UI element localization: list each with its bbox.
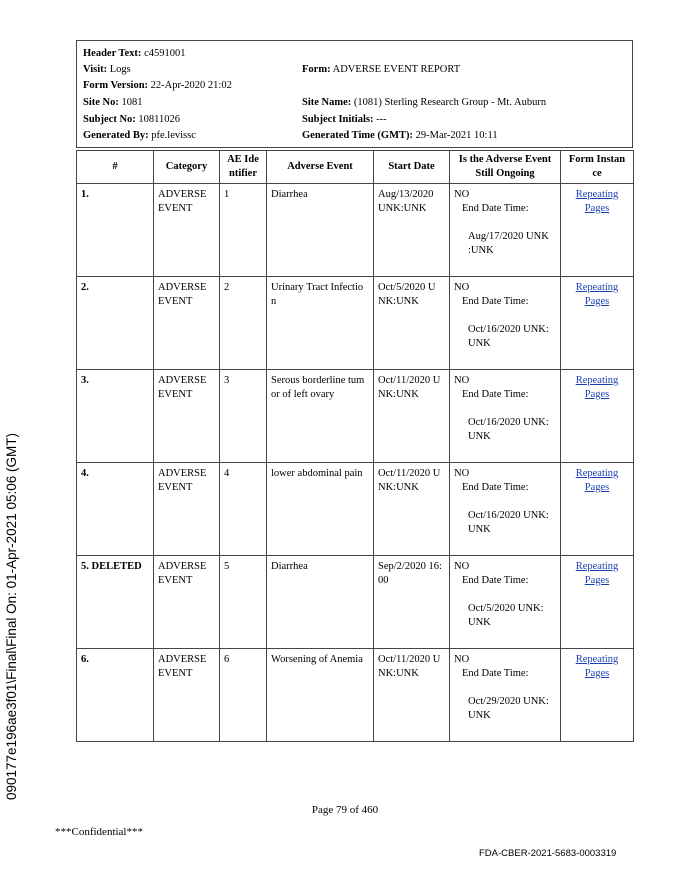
repeating-pages-link[interactable]: Repeating Pages bbox=[575, 561, 619, 586]
row-start-date: Oct/11/2020 U NK:UNK bbox=[374, 463, 450, 556]
row-end-date-value: Oct/16/2020 UNK: UNK bbox=[468, 510, 549, 535]
row-form-instance bbox=[561, 463, 634, 556]
row-ongoing-cell bbox=[450, 277, 561, 370]
column-header-start-date: Start Date bbox=[374, 151, 450, 184]
column-header-form-instance: Form Instan ce bbox=[561, 151, 634, 184]
row-category: ADVERSE EVENT bbox=[154, 649, 220, 742]
row-ongoing-cell bbox=[450, 463, 561, 556]
row-end-date-label: End Date Time: bbox=[462, 668, 529, 679]
row-category: ADVERSE EVENT bbox=[154, 277, 220, 370]
column-header-category: Category bbox=[154, 151, 220, 184]
row-adverse-event: Diarrhea bbox=[267, 184, 374, 277]
row-end-date-value: Oct/16/2020 UNK: UNK bbox=[468, 324, 549, 349]
row-end-date-label: End Date Time: bbox=[462, 575, 529, 586]
column-header-ae-identifier: AE Ide ntifier bbox=[220, 151, 267, 184]
row-start-date: Aug/13/2020 UNK:UNK bbox=[374, 184, 450, 277]
row-category: ADVERSE EVENT bbox=[154, 556, 220, 649]
table-row bbox=[77, 463, 634, 556]
row-adverse-event: Urinary Tract Infectio n bbox=[267, 277, 374, 370]
row-number: 2. bbox=[77, 277, 154, 370]
side-stamp: 090177e196ae3f01\Final\Final On: 01-Apr-2021 05:06 (GMT) bbox=[4, 433, 19, 800]
row-ae-identifier: 5 bbox=[220, 556, 267, 649]
row-ongoing-value: NO bbox=[454, 189, 470, 200]
row-ongoing-value: NO bbox=[454, 282, 470, 293]
repeating-pages-link[interactable]: Repeating Pages bbox=[575, 375, 619, 400]
column-header-still-ongoing: Is the Adverse Event Still Ongoing bbox=[450, 151, 561, 184]
repeating-pages-link[interactable]: Repeating Pages bbox=[575, 468, 619, 493]
row-ongoing-cell bbox=[450, 184, 561, 277]
form-version-field: Form Version: 22-Apr-2020 21:02 bbox=[83, 80, 232, 91]
row-ae-identifier: 2 bbox=[220, 277, 267, 370]
page-number: Page 79 of 460 bbox=[311, 804, 379, 816]
row-ongoing-value: NO bbox=[454, 468, 470, 479]
row-number: 3. bbox=[77, 370, 154, 463]
row-number: 6. bbox=[77, 649, 154, 742]
row-end-date-value: Oct/16/2020 UNK: UNK bbox=[468, 417, 549, 442]
adverse-event-table bbox=[76, 150, 634, 742]
site-no-field: Site No: 1081 bbox=[83, 97, 143, 108]
report-header bbox=[76, 40, 633, 148]
row-number: 4. bbox=[77, 463, 154, 556]
row-form-instance bbox=[561, 649, 634, 742]
visit-field: Visit: Logs bbox=[83, 64, 131, 75]
table-header-row bbox=[77, 151, 634, 184]
table-row bbox=[77, 556, 634, 649]
row-start-date: Oct/5/2020 U NK:UNK bbox=[374, 277, 450, 370]
row-adverse-event: Worsening of Anemia bbox=[267, 649, 374, 742]
row-end-date-label: End Date Time: bbox=[462, 296, 529, 307]
row-end-date-value: Oct/5/2020 UNK: UNK bbox=[468, 603, 544, 628]
row-ae-identifier: 6 bbox=[220, 649, 267, 742]
repeating-pages-link[interactable]: Repeating Pages bbox=[575, 282, 619, 307]
row-start-date: Sep/2/2020 16: 00 bbox=[374, 556, 450, 649]
table-row bbox=[77, 184, 634, 277]
confidential-label: ***Confidential*** bbox=[55, 826, 143, 838]
row-ae-identifier: 1 bbox=[220, 184, 267, 277]
subject-no-field: Subject No: 10811026 bbox=[83, 114, 181, 125]
row-ongoing-cell bbox=[450, 649, 561, 742]
generated-by-field: Generated By: pfe.levissc bbox=[83, 130, 196, 141]
subject-initials-field: Subject Initials: --- bbox=[302, 114, 387, 125]
row-ongoing-value: NO bbox=[454, 561, 470, 572]
header-text-field: Header Text: c4591001 bbox=[83, 48, 186, 59]
row-ongoing-cell bbox=[450, 370, 561, 463]
row-end-date-value: Aug/17/2020 UNK :UNK bbox=[468, 231, 549, 256]
column-header-number: # bbox=[77, 151, 154, 184]
row-ongoing-value: NO bbox=[454, 654, 470, 665]
row-category: ADVERSE EVENT bbox=[154, 184, 220, 277]
table-row bbox=[77, 277, 634, 370]
row-ongoing-value: NO bbox=[454, 375, 470, 386]
row-ongoing-cell bbox=[450, 556, 561, 649]
row-ae-identifier: 4 bbox=[220, 463, 267, 556]
row-number: 1. bbox=[77, 184, 154, 277]
generated-time-field: Generated Time (GMT): 29-Mar-2021 10:11 bbox=[302, 130, 498, 141]
row-form-instance bbox=[561, 277, 634, 370]
row-form-instance bbox=[561, 370, 634, 463]
row-end-date-label: End Date Time: bbox=[462, 389, 529, 400]
table-row bbox=[77, 370, 634, 463]
repeating-pages-link[interactable]: Repeating Pages bbox=[575, 189, 619, 214]
row-category: ADVERSE EVENT bbox=[154, 370, 220, 463]
row-category: ADVERSE EVENT bbox=[154, 463, 220, 556]
repeating-pages-link[interactable]: Repeating Pages bbox=[575, 654, 619, 679]
row-start-date: Oct/11/2020 U NK:UNK bbox=[374, 370, 450, 463]
form-field: Form: ADVERSE EVENT REPORT bbox=[302, 64, 461, 75]
document-id: FDA-CBER-2021-5683-0003319 bbox=[479, 848, 617, 859]
row-form-instance bbox=[561, 556, 634, 649]
row-number: 5. DELETED bbox=[77, 556, 154, 649]
row-end-date-value: Oct/29/2020 UNK: UNK bbox=[468, 696, 549, 721]
row-end-date-label: End Date Time: bbox=[462, 482, 529, 493]
table-row bbox=[77, 649, 634, 742]
row-form-instance bbox=[561, 184, 634, 277]
row-adverse-event: Serous borderline tum or of left ovary bbox=[267, 370, 374, 463]
column-header-adverse-event: Adverse Event bbox=[267, 151, 374, 184]
site-name-field: Site Name: (1081) Sterling Research Group - Mt. Auburn bbox=[302, 97, 547, 108]
row-adverse-event: lower abdominal pain bbox=[267, 463, 374, 556]
row-adverse-event: Diarrhea bbox=[267, 556, 374, 649]
row-start-date: Oct/11/2020 U NK:UNK bbox=[374, 649, 450, 742]
row-ae-identifier: 3 bbox=[220, 370, 267, 463]
row-end-date-label: End Date Time: bbox=[462, 203, 529, 214]
